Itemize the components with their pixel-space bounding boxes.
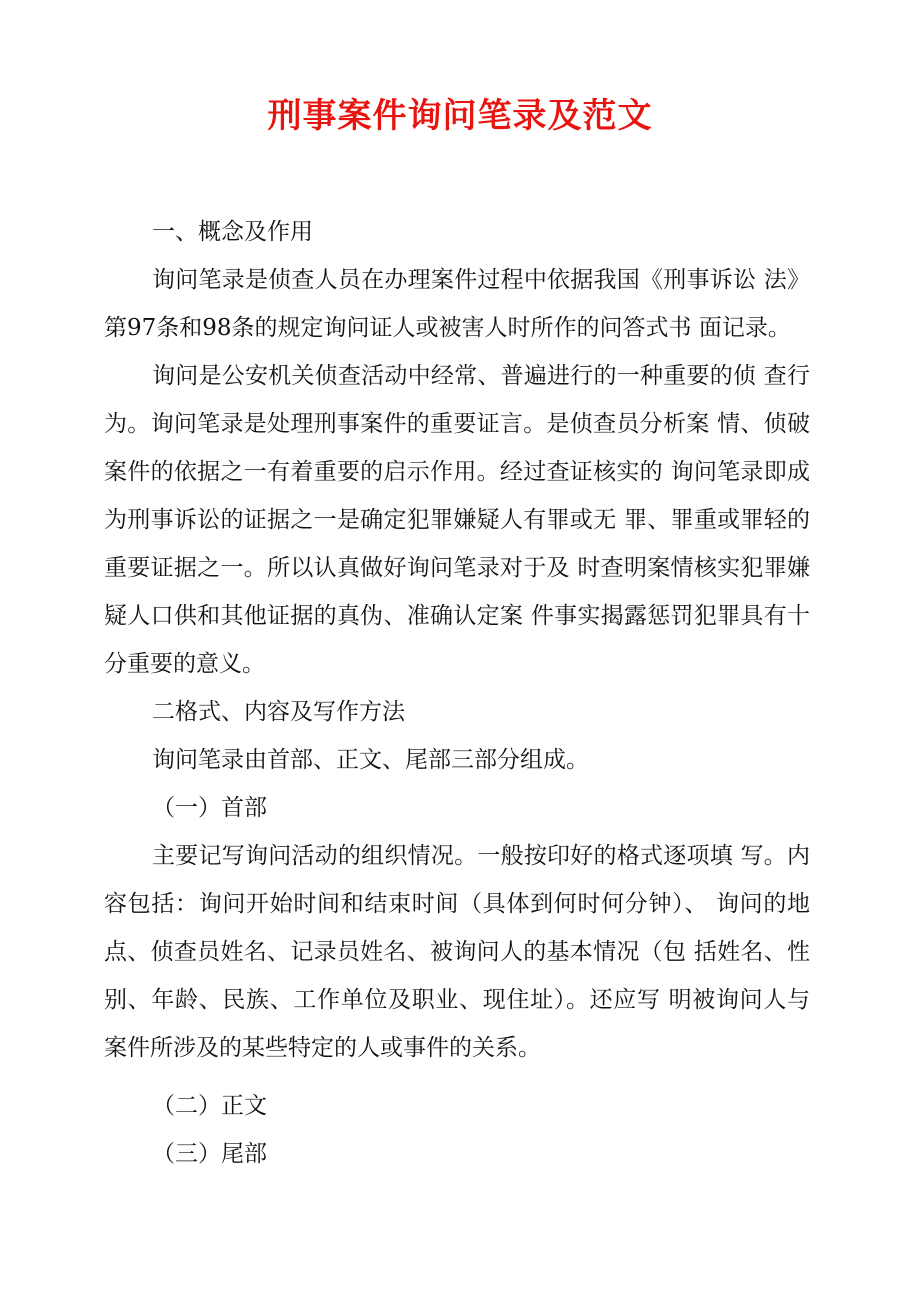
section-heading-concept: 一、概念及作用 — [152, 219, 313, 245]
document-body — [104, 208, 810, 1178]
page-title: 刑事案件询问笔录及范文 — [267, 96, 653, 136]
paragraph-header-content: 主要记写询问活动的组织情况。一般按印好的格式逐项填 写。内容包括：询问开始时间和结束时间（具体到何时何分钟）、 询问的地点、侦查员姓名、记录员姓名、被询问人的基本情况（包 括姓名、性别、年龄、民族、工作单位及职业、现住址）。还应写 明被询问人与案件所涉及的某些特定的人或事件的关系。 — [104, 843, 810, 1061]
subsection-heading-header: （一）首部 — [152, 795, 267, 821]
paragraph-definition: 询问笔录是侦查人员在办理案件过程中依据我国《刑事诉讼 法》第97条和98条的规定询问证人或被害人时所作的问答式书 面记录。 — [104, 267, 810, 341]
paragraph-significance: 询问是公安机关侦查活动中经常、普遍进行的一种重要的侦 查行为。询问笔录是处理刑事案件的重要证言。是侦查员分析案 情、侦破案件的依据之一有着重要的启示作用。经过查证核实的 询问笔录即成为刑事诉讼的证据之一是确定犯罪嫌疑人有罪或无 罪、罪重或罪轻的重要证据之一。所以认真做好询问笔录对于及 时查明案情核实犯罪嫌疑人口供和其他证据的真伪、准确认定案 件事实揭露惩罚犯罪具有十分重要的意义。 — [104, 363, 810, 677]
section-heading-format: 二格式、内容及写作方法 — [152, 699, 405, 725]
subsection-heading-ending: （三）尾部 — [152, 1141, 267, 1167]
paragraph-composition: 询问笔录由首部、正文、尾部三部分组成。 — [152, 747, 589, 773]
subsection-heading-main-text: （二）正文 — [152, 1093, 267, 1119]
